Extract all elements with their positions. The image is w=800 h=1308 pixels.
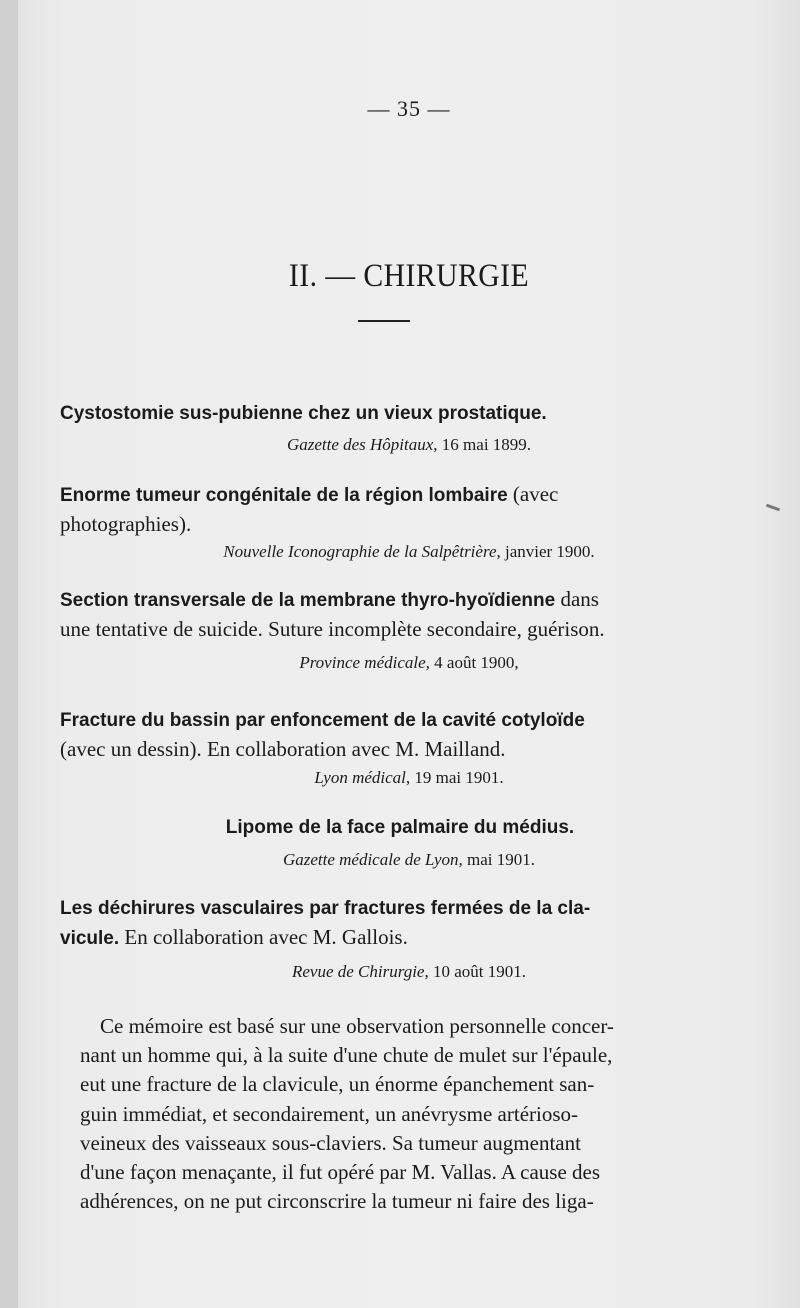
entry-source-1 bbox=[18, 435, 800, 455]
entry-title-bold: Section transversale de la membrane thyro-hyoïdienne bbox=[60, 590, 556, 611]
body-line: Ce mémoire est basé sur une observation personnelle concer- bbox=[100, 1014, 614, 1038]
body-line: guin immédiat, et secondairement, un anévrysme artérioso- bbox=[80, 1101, 579, 1126]
source-date: janvier 1900. bbox=[504, 542, 595, 561]
source-date: 19 mai 1901. bbox=[414, 768, 504, 787]
entry-title-line2: (avec un dessin). En collaboration avec M. Mailland. bbox=[60, 737, 506, 761]
body-line: nant un homme qui, à la suite d'une chute de mulet sur l'épaule, bbox=[80, 1043, 613, 1068]
section-title: II. — CHIRURGIE bbox=[288, 258, 530, 294]
entry-title-1 bbox=[60, 398, 740, 428]
entry-title-bold: Cystostomie sus-pubienne chez un vieux prostatique. bbox=[60, 403, 547, 424]
source-journal: Lyon médical, bbox=[314, 768, 411, 787]
entry-title-bold: Enorme tumeur congénitale de la région lombaire bbox=[60, 485, 508, 506]
entry-source-6 bbox=[18, 962, 800, 982]
source-journal: Nouvelle Iconographie de la Salpêtrière, bbox=[223, 542, 501, 561]
source-journal: Province médicale, bbox=[299, 653, 430, 672]
source-journal: Gazette des Hôpitaux, bbox=[286, 435, 438, 454]
entry-title-4 bbox=[60, 705, 740, 763]
entry-source-4 bbox=[18, 768, 800, 788]
entry-title-normal: dans bbox=[555, 587, 599, 611]
entry-title-line2: photographies). bbox=[60, 512, 192, 536]
body-paragraph bbox=[80, 1012, 710, 1216]
source-journal: Revue de Chirurgie, bbox=[291, 962, 429, 981]
source-date: 10 août 1901. bbox=[432, 962, 527, 981]
section-rule bbox=[358, 320, 410, 322]
entry-source-3 bbox=[18, 653, 800, 673]
document-page bbox=[18, 0, 800, 1308]
source-date: 4 août 1900, bbox=[434, 653, 519, 672]
page-number: — 35 — bbox=[367, 96, 451, 121]
entry-title-2 bbox=[60, 480, 740, 538]
body-line: eut une fracture de la clavicule, un énorme épanchement san- bbox=[80, 1072, 595, 1097]
entry-title-line2-bold: vicule. bbox=[60, 928, 120, 949]
entry-source-2 bbox=[18, 542, 800, 562]
entry-title-bold: Fracture du bassin par enfoncement de la cavité cotyloïde bbox=[60, 710, 585, 731]
margin-mark bbox=[766, 504, 780, 512]
body-line: veineux des vaisseaux sous-claviers. Sa tumeur augmentant bbox=[80, 1130, 581, 1155]
source-date: 16 mai 1899. bbox=[441, 435, 532, 454]
body-line: d'une façon menaçante, il fut opéré par M. Vallas. A cause des bbox=[80, 1160, 601, 1185]
entry-title-5 bbox=[60, 812, 740, 842]
entry-title-6 bbox=[60, 893, 740, 953]
entry-title-line2: En collaboration avec M. Gallois. bbox=[119, 925, 408, 949]
entry-title-3 bbox=[60, 585, 740, 643]
entry-source-5 bbox=[18, 850, 800, 870]
source-date: mai 1901. bbox=[467, 850, 536, 869]
body-line: adhérences, on ne put circonscrire la tumeur ni faire des liga- bbox=[80, 1189, 594, 1214]
entry-title-line2: une tentative de suicide. Suture incomplète secondaire, guérison. bbox=[60, 617, 605, 641]
entry-title-bold: Les déchirures vasculaires par fractures fermées de la cla- bbox=[60, 898, 591, 919]
source-journal: Gazette médicale de Lyon, bbox=[282, 850, 463, 869]
entry-title-normal: (avec bbox=[507, 482, 559, 506]
entry-title-bold: Lipome de la face palmaire du médius. bbox=[225, 817, 575, 838]
